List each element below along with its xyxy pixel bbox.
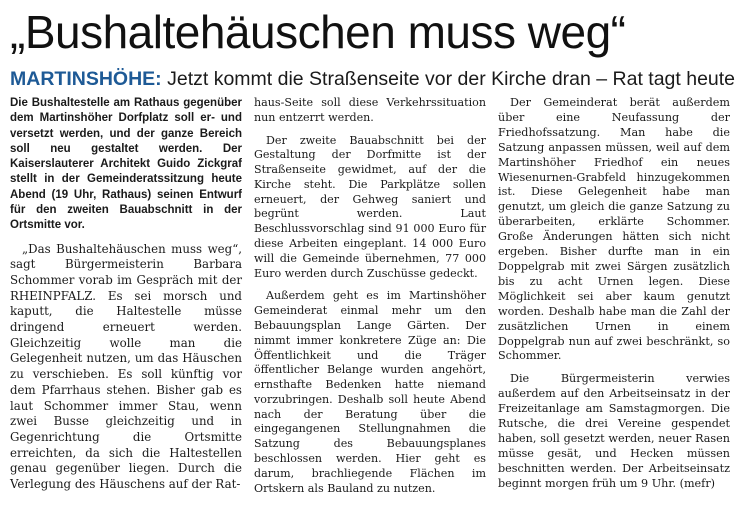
subline xyxy=(10,66,735,92)
subline-text: Jetzt kommt die Straßenseite vor der Kirche dran – Rat tagt heute xyxy=(167,68,736,90)
body-paragraph: Der zweite Bauabschnitt bei der Gestaltung der Dorfmitte ist der Straßenseite gewidmet, auf der die Kirche steht. Die Parkplätze sollen erneuert, der Gehweg saniert und begrünt werden. Laut Beschlussvorschlag sind 91 000 Euro für diese Arbeiten eingeplant. 14 000 Euro will die Gemeinde übernehmen, 77 000 Euro werden durch Zuschüsse gedeckt. xyxy=(254,133,486,280)
column-3 xyxy=(498,96,730,492)
body-paragraph: Außerdem geht es im Martinshöher Gemeinderat einmal mehr um den Bebauungsplan Lange Gärten. Der nimmt immer konkretere Züge an: Die Öffentlichkeit und die Träger öffentlicher Belange wurden angehört, ernsthafte Bedenken hatte niemand vorzubringen. Deshalb soll heute Abend nach der Beratung über die eingegangenen Stellungnahmen die Satzung des Bebauungsplanes beschlossen werden. Hier geht es darum, brachliegende Flächen im Ortskern als Bauland zu nutzen. xyxy=(254,289,486,495)
body-paragraph: Der Gemeinderat berät außerdem über eine Neufassung der Friedhofssatzung. Man habe die Satzung anpassen müssen, weil auf dem Martinshöher Friedhof ein neues Wiesenurnen-Grabfeld hinzugekommen ist. Diese Gelegenheit habe man genutzt, um gleich die ganze Satzung zu überarbeiten, erklärte Schommer. Große Änderungen hätten sich nicht ergeben. Bisher durfte man in ein Doppelgrab mit zwei Särgen zusätzlich bis zu acht Urnen legen. Diese Möglichkeit sei aber kaum genutzt worden. Deshalb habe man die Zahl der zusätzlichen Urnen in einem Doppelgrab nun auf zwei beschränkt, so Schommer. xyxy=(498,96,730,363)
column-1 xyxy=(10,96,242,493)
lead-paragraph: Die Bushaltestelle am Rathaus gegenüber dem Martinshöher Dorfplatz soll er- und versetzt werden, und der ganze Bereich soll neu gestaltet werden. Der Kaiserslauterer Architekt Guido Zickgraf stellt in der Gemeinderatssitzung heute Abend (19 Uhr, Rathaus) seinen Entwurf für den zweiten Bauabschnitt in der Ortsmitte vor. xyxy=(10,97,242,232)
headline: „Bushaltehäuschen muss weg“ xyxy=(10,6,626,58)
kicker: MARTINSHÖHE: xyxy=(10,68,162,90)
body-paragraph: haus-Seite soll diese Verkehrssituation nun entzerrt werden. xyxy=(254,96,486,124)
column-2 xyxy=(254,96,486,496)
body-paragraph: Die Bürgermeisterin verwies außerdem auf den Arbeitseinsatz in der Freizeitanlage am Samstagmorgen. Die Rutsche, die drei Vereine gespendet haben, soll gesetzt werden, neuer Rasen müsse gesät, und Hecken müssen beschnitten werden. Der Arbeitseinsatz beginnt morgen früh um 9 Uhr. (mefr) xyxy=(498,372,730,490)
body-paragraph: „Das Bushaltehäuschen muss weg“, sagt Bürgermeisterin Barbara Schommer vorab im Gespräch mit der RHEINPFALZ. Es sei morsch und kaputt, die Haltestelle müsse dringend erneuert werden. Gleichzeitig wolle man die Gelegenheit nutzen, um das Häuschen zu verschieben. Es soll künftig vor dem Pfarrhaus stehen. Bisher gab es laut Schommer immer Stau, wenn zwei Busse gleichzeitig und in Gegenrichtung die Ortsmitte erreichten, da sich die Haltestellen genau gegenüber liegen. Durch die Verlegung des Häuschens auf der Rat- xyxy=(10,241,242,491)
